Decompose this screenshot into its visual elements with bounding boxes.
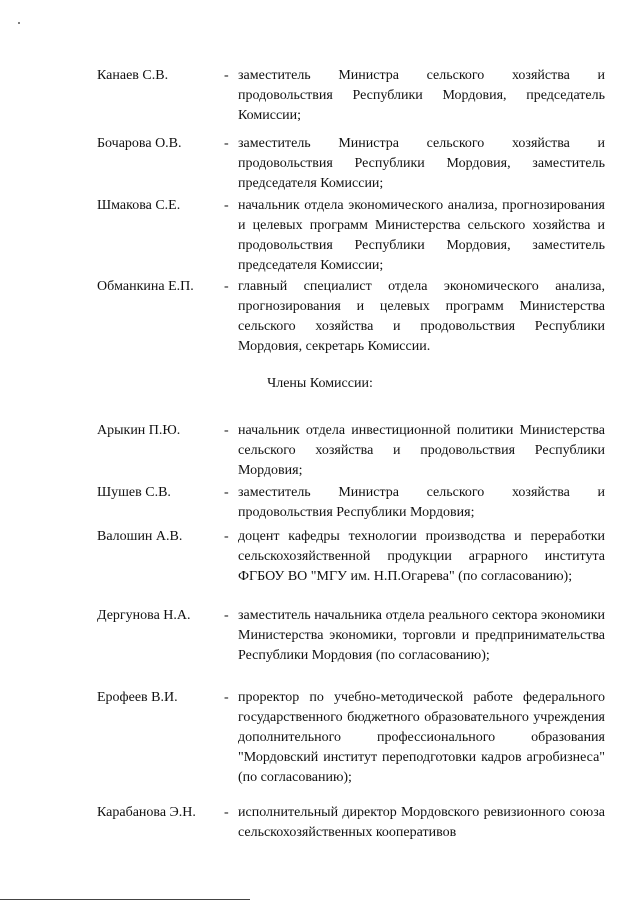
dash-separator: - — [224, 805, 229, 820]
member-entry — [97, 606, 605, 666]
scan-mark — [18, 22, 20, 24]
person-name: Канаев С.В. — [97, 68, 169, 83]
dash-separator: - — [224, 136, 229, 151]
dash-separator: - — [224, 608, 229, 623]
person-name: Шушев С.В. — [97, 485, 171, 500]
member-entry — [97, 688, 605, 788]
leader-entry — [97, 134, 605, 194]
dash-separator: - — [224, 529, 229, 544]
person-name: Обманкина Е.П. — [97, 279, 194, 294]
person-name: Бочарова О.В. — [97, 136, 182, 151]
person-name: Шмакова С.Е. — [97, 198, 181, 213]
member-entry — [97, 803, 605, 843]
position-description: начальник отдела экономического анализа, прогнозирования и целевых программ Министерства сельского хозяйства и продовольствия Республики Мордовия, заместитель председателя Комиссии; — [238, 198, 605, 273]
person-name: Дергунова Н.А. — [97, 608, 191, 623]
dash-separator: - — [224, 279, 229, 294]
position-description: заместитель Министра сельского хозяйства и продовольствия Республики Мордовия; — [238, 485, 605, 520]
member-entry — [97, 483, 605, 523]
position-description: исполнительный директор Мордовского ревизионного союза сельскохозяйственных кооперативов — [238, 805, 605, 840]
position-description: главный специалист отдела экономического анализа, прогнозирования и целевых программ Министерства сельского хозяйства и продовольствия Республики Мордовия, секретарь Комиссии. — [238, 279, 605, 354]
person-name: Ерофеев В.И. — [97, 690, 178, 705]
leader-entry — [97, 277, 605, 357]
position-description: заместитель начальника отдела реального сектора экономики Министерства экономики, торговли и предпринимательства Республики Мордовия (по согласованию); — [238, 608, 605, 663]
dash-separator: - — [224, 485, 229, 500]
dash-separator: - — [224, 423, 229, 438]
member-entry — [97, 527, 605, 587]
page-bottom-rule — [0, 899, 250, 900]
position-description: начальник отдела инвестиционной политики Министерства сельского хозяйства и продовольствия Республики Мордовия; — [238, 423, 605, 478]
dash-separator: - — [224, 198, 229, 213]
leader-entry — [97, 66, 605, 126]
person-name: Валошин А.В. — [97, 529, 183, 544]
person-name: Карабанова Э.Н. — [97, 805, 196, 820]
dash-separator: - — [224, 68, 229, 83]
member-entry — [97, 421, 605, 481]
dash-separator: - — [224, 690, 229, 705]
position-description: заместитель Министра сельского хозяйства и продовольствия Республики Мордовия, председатель Комиссии; — [238, 68, 605, 123]
position-description: заместитель Министра сельского хозяйства и продовольствия Республики Мордовия, заместитель председателя Комиссии; — [238, 136, 605, 191]
members-heading: Члены Комиссии: — [267, 376, 373, 391]
person-name: Арыкин П.Ю. — [97, 423, 181, 438]
position-description: проректор по учебно-методической работе федерального государственного бюджетного образовательного учреждения дополнительного профессионального образования "Мордовский институт переподготовки кадров агробизнеса" (по согласованию); — [238, 690, 605, 785]
position-description: доцент кафедры технологии производства и переработки сельскохозяйственной продукции аграрного института ФГБОУ ВО "МГУ им. Н.П.Огарева" (по согласованию); — [238, 529, 605, 584]
leader-entry — [97, 196, 605, 276]
